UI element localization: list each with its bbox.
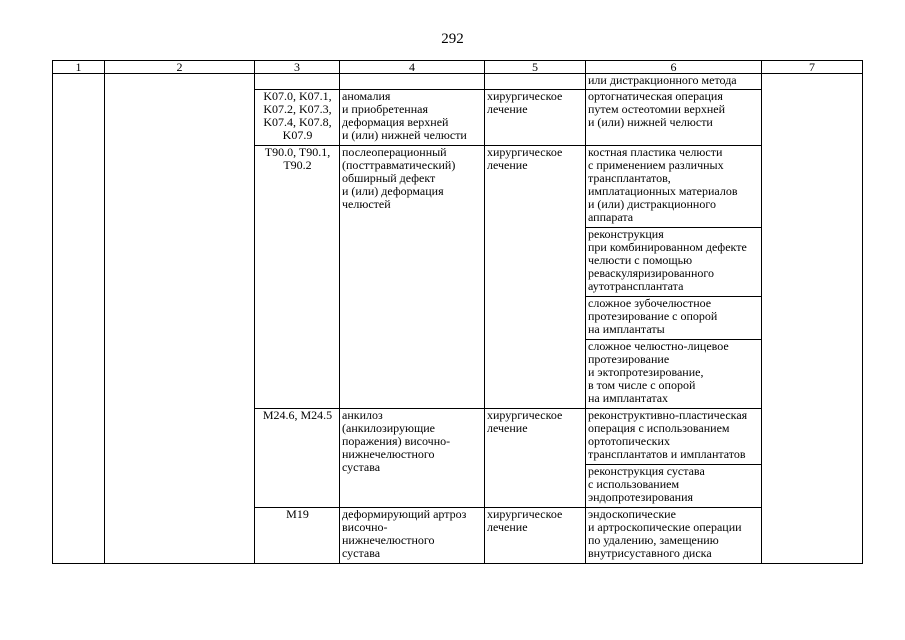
cell-codes [255,74,340,90]
column-header: 2 [105,61,255,74]
table-row [53,508,863,564]
cell-col7 [762,340,863,409]
cell-col2 [105,74,255,90]
cell-codes: K07.0, K07.1, K07.2, K07.3, K07.4, K07.8, K07.9 [255,90,340,146]
cell-diagnosis: аномалия и приобретенная деформация верхней и (или) нижней челюсти [340,90,485,146]
cell-col1 [53,508,105,564]
cell-treatment: хирургическое лечение [485,508,586,564]
cell-col1 [53,228,105,297]
cell-treatment [485,74,586,90]
column-header: 6 [586,61,762,74]
cell-method: реконструкция сустава с использованием эндопротезирования [586,465,762,508]
cell-col2 [105,508,255,564]
cell-col7 [762,74,863,90]
medical-care-table [52,60,863,564]
cell-method: сложное челюстно-лицевое протезирование и эктопротезирование, в том числе с опорой на имплантатах [586,340,762,409]
cell-method: или дистракционного метода [586,74,762,90]
cell-col2 [105,340,255,409]
cell-col1 [53,409,105,465]
cell-col7 [762,90,863,146]
cell-diagnosis: послеоперационный (посттравматический) обширный дефект и (или) деформация челюстей [340,146,485,409]
cell-col7 [762,465,863,508]
cell-treatment: хирургическое лечение [485,409,586,508]
column-header: 3 [255,61,340,74]
cell-col1 [53,297,105,340]
column-header: 1 [53,61,105,74]
cell-col1 [53,74,105,90]
cell-col1 [53,90,105,146]
cell-method: костная пластика челюсти с применением различных трансплантатов, имплатационных материалов и (или) дистракционного аппарата [586,146,762,228]
page-number: 292 [441,31,464,47]
cell-col2 [105,90,255,146]
table-row [53,74,863,90]
cell-codes: M24.6, M24.5 [255,409,340,508]
cell-col7 [762,297,863,340]
table-row [53,409,863,465]
cell-col2 [105,146,255,228]
cell-col2 [105,409,255,465]
cell-method: ортогнатическая операция путем остеотомии верхней и (или) нижней челюсти [586,90,762,146]
table-row [53,146,863,228]
cell-codes: M19 [255,508,340,564]
cell-col7 [762,228,863,297]
cell-col7 [762,508,863,564]
cell-diagnosis [340,74,485,90]
cell-col7 [762,409,863,465]
column-header: 5 [485,61,586,74]
cell-col1 [53,465,105,508]
cell-col7 [762,146,863,228]
cell-col1 [53,340,105,409]
cell-treatment: хирургическое лечение [485,146,586,409]
cell-method: реконструктивно-пластическая операция с использованием ортотопических трансплантатов и имплантатов [586,409,762,465]
cell-method: сложное зубочелюстное протезирование с опорой на имплантаты [586,297,762,340]
table-row [53,90,863,146]
cell-col2 [105,228,255,297]
cell-col2 [105,297,255,340]
cell-col1 [53,146,105,228]
cell-method: реконструкция при комбинированном дефекте челюсти с помощью реваскуляризированного аутотрансплантата [586,228,762,297]
cell-col2 [105,465,255,508]
cell-diagnosis: деформирующий артроз височно- нижнечелюстного сустава [340,508,485,564]
cell-diagnosis: анкилоз (анкилозирующие поражения) височно- нижнечелюстного сустава [340,409,485,508]
cell-treatment: хирургическое лечение [485,90,586,146]
cell-method: эндоскопические и артроскопические операции по удалению, замещению внутрисуставного диска [586,508,762,564]
column-header: 4 [340,61,485,74]
header-row [53,61,863,74]
cell-codes: T90.0, T90.1, T90.2 [255,146,340,409]
column-header: 7 [762,61,863,74]
